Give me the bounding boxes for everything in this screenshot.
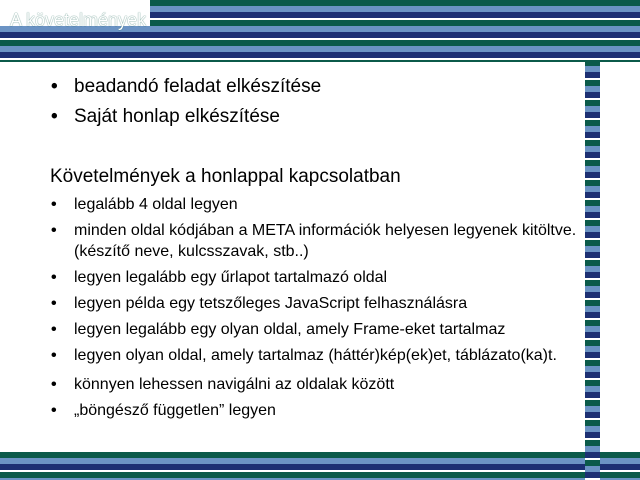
list-item [40,72,580,102]
list-item [40,293,580,314]
bullet-icon: • [51,222,57,239]
requirements-heading: Követelmények a honlappal kapcsolatban [50,166,401,187]
list-item [40,102,580,132]
list-item-text: könnyen lehessen navigálni az oldalak között [74,376,395,393]
right-stripe-column [585,0,600,480]
bullet-icon: • [51,321,57,338]
list-item [40,267,580,288]
bottom-stripe-band [0,452,640,480]
list-item [40,194,580,215]
requirements-list [40,194,580,426]
list-item-text: legyen legalább egy olyan oldal, amely Frame-eket tartalmaz [74,321,506,338]
list-item-text: legyen példa egy tetszőleges JavaScript felhasználásra [74,295,468,312]
list-item [40,345,580,366]
list-item [40,319,580,340]
list-item [40,400,580,421]
bullet-icon: • [51,269,57,286]
list-item-text: beadandó feladat elkészítése [74,76,322,97]
bullet-icon: • [51,295,57,312]
list-item-text: legyen olyan oldal, amely tartalmaz (háttér)kép(ek)et, táblázato(ka)t. [74,347,557,364]
bullet-icon: • [51,402,57,419]
list-item-text: minden oldal kódjában a META információk helyesen legyenek kitöltve. (készítő neve, kulcsszavak, stb..) [74,222,577,260]
list-item-text: Saját honlap elkészítése [74,106,280,127]
bullet-icon: • [51,347,57,364]
list-item-text: legyen legalább egy űrlapot tartalmazó oldal [74,269,388,286]
bullet-icon: • [51,196,57,213]
list-item [40,220,580,262]
main-bullet-list [40,72,580,132]
bullet-icon: • [51,76,58,97]
slide-title: A követelmények [10,10,147,30]
list-item-text: legalább 4 oldal legyen [74,196,238,213]
list-item-text: „böngésző független” legyen [74,402,276,419]
bullet-icon: • [51,106,58,127]
list-item [40,374,580,395]
bullet-icon: • [51,376,57,393]
